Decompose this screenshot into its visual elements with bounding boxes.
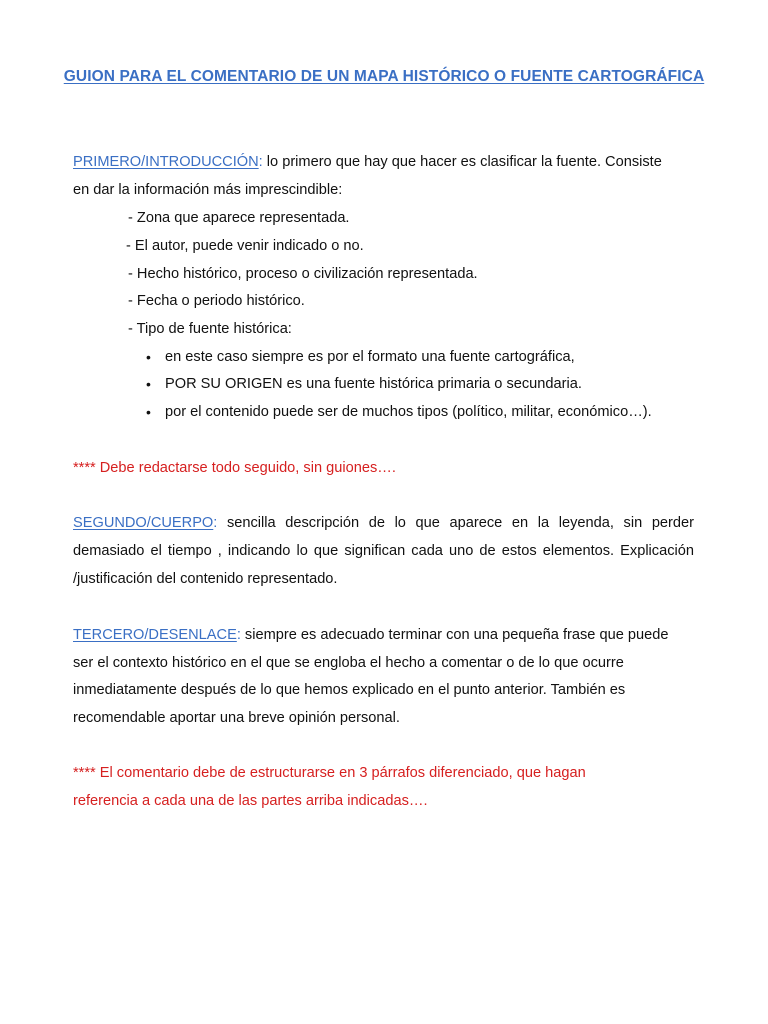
intro-item: - Zona que aparece representada.	[128, 210, 350, 226]
note-structure-line-2: referencia a cada una de las partes arriba indicadas….	[73, 793, 428, 809]
intro-item: - Hecho histórico, proceso o civilización representada.	[128, 266, 478, 282]
end-heading: TERCERO/DESENLACE	[73, 627, 237, 643]
end-heading-colon: :	[236, 627, 241, 643]
end-text-line-2: ser el contexto histórico en el que se engloba el hecho a comentar o de lo que ocurre	[73, 655, 624, 671]
body-first-line	[73, 514, 694, 532]
intro-text-line-2: en dar la información más imprescindible:	[73, 182, 343, 198]
end-text-line-1: siempre es adecuado terminar con una pequeña frase que puede	[240, 627, 669, 643]
body-heading: SEGUNDO/CUERPO	[73, 515, 214, 531]
body-text-line-1: sencilla descripción de lo que aparece en la leyenda, sin perder	[217, 515, 694, 531]
intro-item: - El autor, puede venir indicado o no.	[126, 238, 364, 254]
note-structure-line-1: **** El comentario debe de estructurarse en 3 párrafos diferenciado, que hagan	[73, 765, 586, 781]
intro-heading-colon: :	[258, 154, 263, 170]
bullet-icon: •	[146, 404, 151, 420]
note-dashes-warning: **** Debe redactarse todo seguido, sin guiones….	[73, 460, 396, 476]
body-text-line-3: /justificación del contenido representado.	[73, 571, 338, 587]
end-text-line-4: recomendable aportar una breve opinión personal.	[73, 710, 400, 726]
intro-text-line-1: lo primero que hay que hacer es clasificar la fuente. Consiste	[262, 154, 662, 170]
body-text-line-2: demasiado el tiempo , indicando lo que significan cada uno de estos elementos. Explicación	[73, 543, 694, 559]
bullet-item: en este caso siempre es por el formato una fuente cartográfica,	[165, 349, 575, 365]
intro-first-line	[73, 153, 694, 171]
body-heading-colon: :	[213, 515, 218, 531]
bullet-item: por el contenido puede ser de muchos tipos (político, militar, económico…).	[165, 404, 652, 420]
end-text-line-3: inmediatamente después de lo que hemos explicado en el punto anterior. También es	[73, 682, 626, 698]
bullet-icon: •	[146, 349, 151, 365]
intro-item: - Fecha o periodo histórico.	[128, 293, 305, 309]
document-title: GUION PARA EL COMENTARIO DE UN MAPA HISTÓRICO O FUENTE CARTOGRÁFICA	[63, 68, 705, 85]
end-first-line	[73, 626, 694, 644]
intro-item: - Tipo de fuente histórica:	[128, 321, 292, 337]
bullet-icon: •	[146, 376, 151, 392]
intro-heading: PRIMERO/INTRODUCCIÓN	[73, 154, 259, 170]
bullet-item: POR SU ORIGEN es una fuente histórica primaria o secundaria.	[165, 376, 582, 392]
